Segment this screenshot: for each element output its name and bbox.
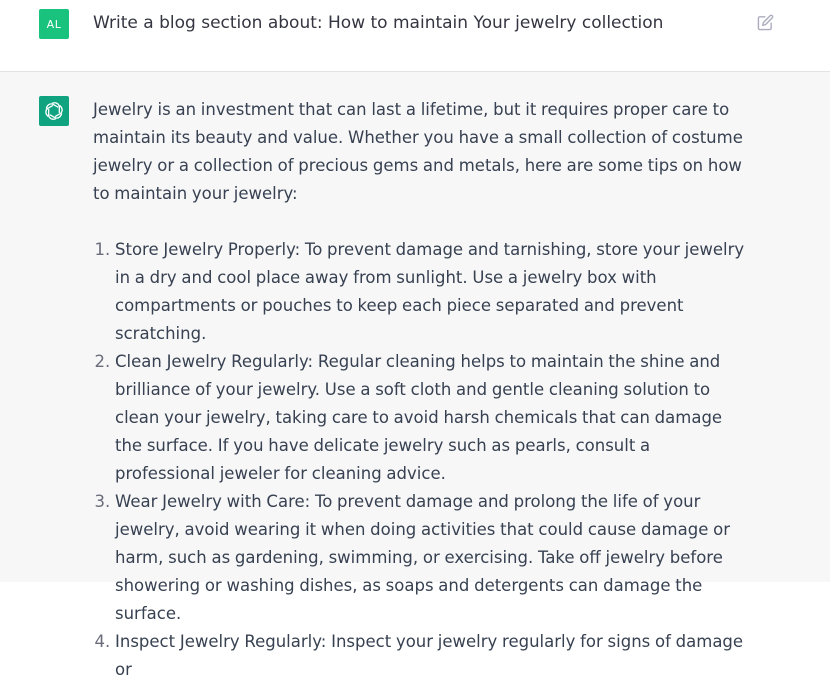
reply-intro: Jewelry is an investment that can last a lifetime, but it requires proper care to maintain its beauty and value. Whether you have a small collection of costume jewelry or a collection of precious gems and metals, here are some tips on how to maintain your jewelry: [93, 100, 743, 203]
tips-list [93, 236, 753, 684]
assistant-message-row [0, 72, 830, 679]
list-item: 1. Store Jewelry Properly: To prevent damage and tarnishing, store your jewelry in a dry and cool place away from sunlight. Use a jewelry box with compartments or pouches to keep each piece separated and prevent scratching. [115, 236, 753, 348]
list-item: 2. Clean Jewelry Regularly: Regular cleaning helps to maintain the shine and brilliance of your jewelry. Use a soft cloth and gentle cleaning solution to clean your jewelry, taking care to avoid harsh chemicals that can damage the surface. If you have delicate jewelry such as pearls, consult a professional jeweler for cleaning advice. [115, 348, 753, 488]
openai-logo-icon [39, 96, 69, 126]
list-item: 4. Inspect Jewelry Regularly: Inspect your jewelry regularly for signs of damage or [115, 628, 753, 684]
list-item: 3. Wear Jewelry with Care: To prevent damage and prolong the life of your jewelry, avoid wearing it when doing activities that could cause damage or harm, such as gardening, swimming, or exercising. Take off jewelry before showering or washing dishes, as soaps and detergents can damage the surface. [115, 488, 753, 628]
user-message-text: Write a blog section about: How to maintain Your jewelry collection [93, 13, 664, 33]
user-message-row [0, 0, 830, 72]
assistant-reply [93, 96, 753, 684]
user-avatar: AL [39, 9, 69, 39]
edit-icon[interactable] [757, 14, 774, 31]
